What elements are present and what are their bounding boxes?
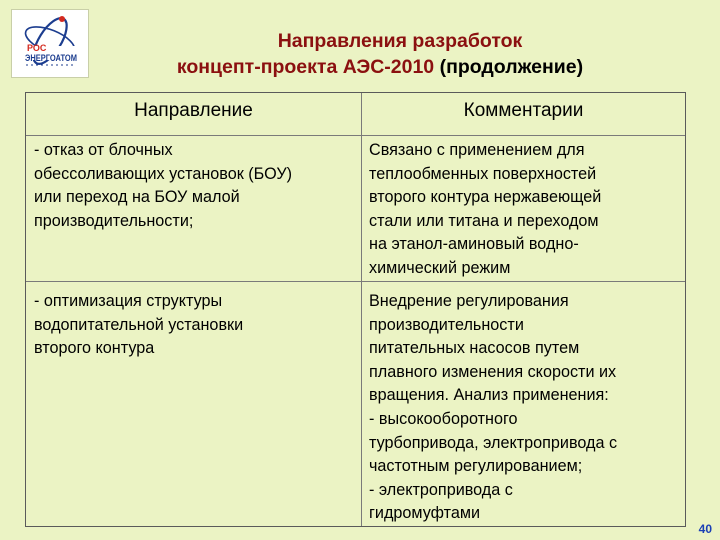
row-1-comment: Связано с применением для теплообменных поверхностей второго контура нержавеющей стали или титана и переходом на этанол-аминовый водно- химический режим <box>369 141 602 277</box>
logo-brand-top: РОС <box>27 43 47 53</box>
logo-brand-bottom: ЭНЕРГОАТОМ <box>25 53 77 63</box>
row-2-direction: - оптимизация структуры водопитательной установки второго контура <box>34 292 244 358</box>
title-line-2 <box>120 54 640 80</box>
directions-table <box>25 92 686 527</box>
header-divider <box>26 135 685 136</box>
page-number: 40 <box>698 522 712 536</box>
column-header-comments: Комментарии <box>463 100 584 121</box>
row-divider <box>26 281 685 282</box>
title-suffix: (продолжение) <box>439 56 584 78</box>
column-header-direction: Направление <box>134 100 253 121</box>
atom-emblem-icon <box>12 10 88 77</box>
title-line-1: Направления разработок <box>277 30 523 52</box>
row-2-comment: Внедрение регулирования производительности питательных насосов путем плавного изменения скорости их вращения. Анализ применения: - высокооборотного турбопривода, электропривода с частотным регулированием; - электропривода с гидромуфтами <box>369 292 618 523</box>
column-divider <box>361 93 362 526</box>
title-project-name: концепт-проекта АЭС-2010 <box>176 56 435 78</box>
page-title <box>120 28 640 80</box>
row-1-direction: - отказ от блочных обессоливающих установок (БОУ) или переход на БОУ малой производительности; <box>34 141 293 230</box>
rosenergoatom-logo <box>11 9 89 78</box>
